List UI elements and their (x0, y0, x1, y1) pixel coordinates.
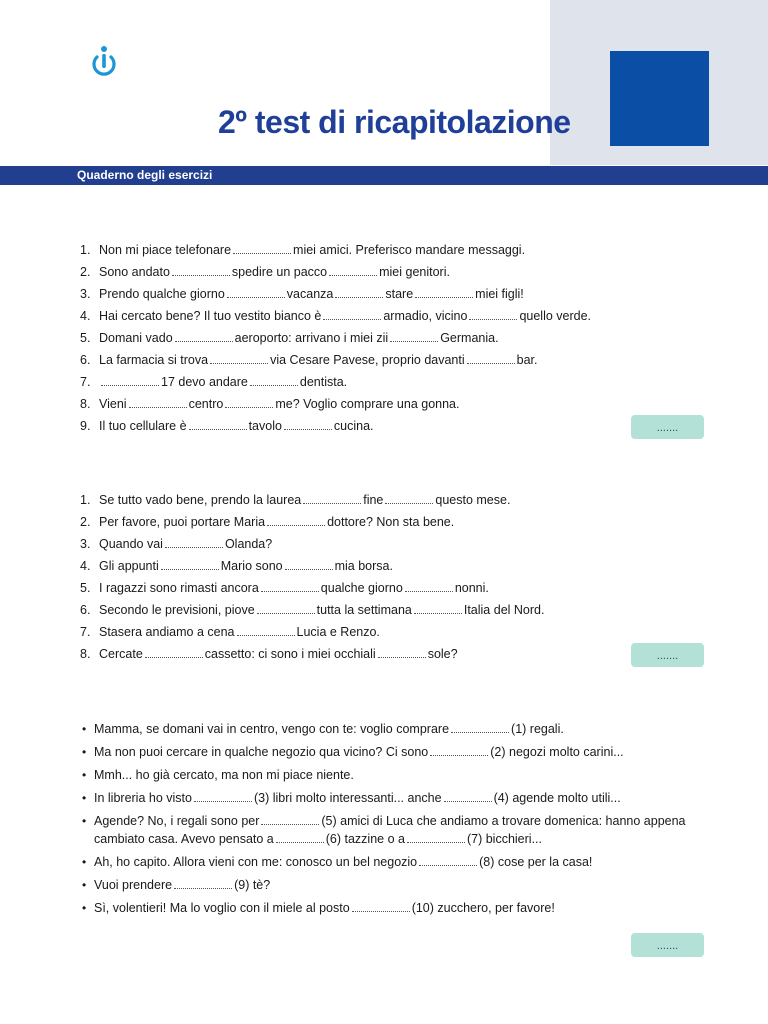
sentence-fragment: Germania. (440, 331, 499, 345)
exercise-1-list (80, 239, 591, 437)
sentence-fragment: Gli appunti (99, 559, 159, 573)
answer-blank[interactable] (323, 309, 381, 320)
answer-blank[interactable] (415, 287, 473, 298)
answer-blank[interactable] (261, 814, 319, 825)
answer-blank[interactable] (267, 515, 325, 526)
sentence-fragment: Olanda? (224, 537, 273, 551)
sentence-fragment: bar. (516, 353, 538, 367)
sentence-fragment: Mamma, se domani vai in centro, vengo con te: voglio comprare (94, 722, 450, 736)
bullet-icon: • (82, 791, 87, 805)
sentence-fragment: In libreria ho visto (94, 791, 192, 805)
item-number: 8. (80, 647, 91, 661)
exercise-item (80, 349, 591, 371)
exercise-item (80, 511, 544, 533)
item-number: 1. (80, 493, 91, 507)
answer-blank[interactable] (335, 287, 383, 298)
sentence-fragment: me? Voglio comprare una gonna. (275, 397, 460, 411)
sentence-fragment: quello verde. (519, 309, 592, 323)
answer-blank[interactable] (174, 878, 232, 889)
answer-blank[interactable] (284, 419, 332, 430)
sentence-fragment: Lucia e Renzo. (296, 625, 380, 639)
sentence-fragment: Ah, ho capito. Allora vieni con me: conosco un bel negozio (94, 855, 418, 869)
answer-blank[interactable] (329, 265, 377, 276)
exercise-item (80, 489, 544, 511)
sentence-fragment: (4) agende molto utili... (493, 791, 621, 805)
sentence-fragment: cassetto: ci sono i miei occhiali (204, 647, 376, 661)
exercise-item (80, 393, 591, 415)
answer-blank[interactable] (385, 493, 433, 504)
item-number: 6. (80, 603, 91, 617)
item-number: 7. (80, 375, 91, 389)
answer-blank[interactable] (261, 581, 319, 592)
answer-blank[interactable] (257, 603, 315, 614)
sentence-fragment: spedire un pacco (231, 265, 328, 279)
sentence-fragment: Mario sono (220, 559, 283, 573)
dialogue-line (82, 789, 722, 807)
dialogue-line (82, 876, 722, 894)
sentence-fragment: Se tutto vado bene, prendo la laurea (99, 493, 302, 507)
exercise-item (80, 327, 591, 349)
sentence-fragment: mia borsa. (334, 559, 393, 573)
answer-blank[interactable] (225, 397, 273, 408)
exercise-item (80, 555, 544, 577)
answer-blank[interactable] (469, 309, 517, 320)
dialogue-line (82, 743, 722, 761)
sentence-fragment: 17 devo andare (161, 375, 248, 389)
sentence-fragment: nonni. (454, 581, 489, 595)
exercise-item (80, 239, 591, 261)
sentence-fragment: fine (363, 493, 384, 507)
item-number: 4. (80, 309, 91, 323)
item-number: 1. (80, 243, 91, 257)
sentence-fragment: questo mese. (435, 493, 511, 507)
exercise-2-list (80, 489, 544, 665)
sentence-fragment: sole? (427, 647, 458, 661)
bullet-icon: • (82, 768, 87, 782)
answer-blank[interactable] (227, 287, 285, 298)
sentence-fragment: dentista. (299, 375, 348, 389)
dialogue-line (82, 720, 722, 738)
item-number: 4. (80, 559, 91, 573)
sentence-fragment: Cercate (99, 647, 143, 661)
answer-blank[interactable] (161, 559, 219, 570)
item-number: 5. (80, 581, 91, 595)
item-number: 8. (80, 397, 91, 411)
exercise-item (80, 371, 591, 393)
bullet-icon: • (82, 722, 87, 736)
answer-blank[interactable] (303, 493, 361, 504)
answer-blank[interactable] (378, 647, 426, 658)
answer-blank[interactable] (419, 855, 477, 866)
answer-blank[interactable] (189, 419, 247, 430)
answer-blank[interactable] (352, 901, 410, 912)
sentence-fragment: tavolo (248, 419, 282, 433)
bullet-icon: • (82, 855, 87, 869)
item-number: 2. (80, 265, 91, 279)
sentence-fragment: (2) negozi molto carini... (490, 745, 624, 759)
bullet-icon: • (82, 814, 87, 828)
answer-blank[interactable] (390, 331, 438, 342)
answer-blank[interactable] (467, 353, 515, 364)
answer-blank[interactable] (233, 243, 291, 254)
answer-blank[interactable] (414, 603, 462, 614)
sentence-fragment: (5) amici di Luca che andiamo a trovare domenica: hanno appena cambiato casa. Avevo pensato a (94, 814, 686, 846)
score-box-3[interactable]: ....... (631, 933, 704, 957)
info-power-icon (90, 44, 118, 76)
sentence-fragment: aeroporto: arrivano i miei zii (234, 331, 389, 345)
sentence-fragment: I ragazzi sono rimasti ancora (99, 581, 259, 595)
sentence-fragment: Sì, volentieri! Ma lo voglio con il miele al posto (94, 901, 350, 915)
exercise-item (80, 261, 591, 283)
dialogue-line (82, 812, 722, 848)
item-number: 3. (80, 537, 91, 551)
sentence-fragment: Vieni (99, 397, 127, 411)
sentence-fragment: (3) libri molto interessanti... anche (253, 791, 442, 805)
sentence-fragment: Per favore, puoi portare Maria (99, 515, 266, 529)
sentence-fragment: dottore? Non sta bene. (327, 515, 455, 529)
sentence-fragment: stare (385, 287, 414, 301)
sentence-fragment: miei amici. Preferisco mandare messaggi. (293, 243, 526, 257)
sentence-fragment: Secondo le previsioni, piove (99, 603, 255, 617)
sentence-fragment: Vuoi prendere (94, 878, 173, 892)
dialogue-line (82, 766, 722, 784)
exercise-item (80, 643, 544, 665)
sentence-fragment: (7) bicchieri... (466, 832, 542, 846)
exercise-item (80, 577, 544, 599)
answer-blank[interactable] (129, 397, 187, 408)
item-number: 3. (80, 287, 91, 301)
sentence-fragment: (10) zucchero, per favore! (411, 901, 555, 915)
sentence-fragment: centro (188, 397, 224, 411)
dialogue-list (82, 720, 722, 922)
section-band (0, 166, 768, 185)
sentence-fragment: Ma non puoi cercare in qualche negozio qua vicino? Ci sono (94, 745, 429, 759)
sentence-fragment: Stasera andiamo a cena (99, 625, 235, 639)
dialogue-line (82, 899, 722, 917)
score-box-2[interactable]: ....... (631, 643, 704, 667)
sentence-fragment: Prendo qualche giorno (99, 287, 225, 301)
bullet-icon: • (82, 878, 87, 892)
sentence-fragment: Italia del Nord. (463, 603, 545, 617)
sentence-fragment: Mmh... ho già cercato, ma non mi piace niente. (94, 768, 354, 782)
answer-blank[interactable] (444, 791, 492, 802)
answer-blank[interactable] (250, 375, 298, 386)
sentence-fragment: Non mi piace telefonare (99, 243, 232, 257)
bullet-icon: • (82, 901, 87, 915)
sentence-fragment: vacanza (286, 287, 334, 301)
exercise-item (80, 283, 591, 305)
answer-blank[interactable] (101, 375, 159, 386)
answer-blank[interactable] (194, 791, 252, 802)
exercise-item (80, 305, 591, 327)
dialogue-line (82, 853, 722, 871)
answer-blank[interactable] (145, 647, 203, 658)
score-box-1[interactable]: ....... (631, 415, 704, 439)
sentence-fragment: Sono andato (99, 265, 170, 279)
sentence-fragment: (9) tè? (234, 878, 271, 892)
answer-blank[interactable] (451, 722, 509, 733)
answer-blank[interactable] (407, 832, 465, 843)
exercise-item (80, 415, 591, 437)
item-number: 5. (80, 331, 91, 345)
sentence-fragment: miei genitori. (379, 265, 450, 279)
exercise-item (80, 533, 544, 555)
sentence-fragment: Il tuo cellulare è (99, 419, 187, 433)
sentence-fragment: (6) tazzine o a (325, 832, 405, 846)
sentence-fragment: via Cesare Pavese, proprio davanti (270, 353, 465, 367)
answer-blank[interactable] (165, 537, 223, 548)
answer-blank[interactable] (405, 581, 453, 592)
answer-blank[interactable] (285, 559, 333, 570)
bullet-icon: • (82, 745, 87, 759)
sentence-fragment: Quando vai (99, 537, 163, 551)
item-number: 7. (80, 625, 91, 639)
item-number: 9. (80, 419, 91, 433)
exercise-item (80, 599, 544, 621)
page-title: 2º test di ricapitolazione (218, 104, 571, 140)
answer-blank[interactable] (175, 331, 233, 342)
sentence-fragment: Domani vado (99, 331, 173, 345)
band-label: Quaderno degli esercizi (77, 168, 213, 182)
answer-blank[interactable] (276, 832, 324, 843)
answer-blank[interactable] (237, 625, 295, 636)
exercise-item (80, 621, 544, 643)
sentence-fragment: (8) cose per la casa! (479, 855, 593, 869)
answer-blank[interactable] (430, 745, 488, 756)
sentence-fragment: tutta la settimana (316, 603, 412, 617)
answer-blank[interactable] (210, 353, 268, 364)
sentence-fragment: Hai cercato bene? Il tuo vestito bianco è (99, 309, 322, 323)
answer-blank[interactable] (172, 265, 230, 276)
item-number: 6. (80, 353, 91, 367)
sentence-fragment: miei figli! (475, 287, 524, 301)
sentence-fragment: (1) regali. (511, 722, 564, 736)
sentence-fragment: La farmacia si trova (99, 353, 209, 367)
sentence-fragment: qualche giorno (320, 581, 403, 595)
sentence-fragment: Agende? No, i regali sono per (94, 814, 260, 828)
item-number: 2. (80, 515, 91, 529)
brand-square (610, 51, 709, 146)
sentence-fragment: cucina. (333, 419, 374, 433)
sentence-fragment: armadio, vicino (383, 309, 468, 323)
